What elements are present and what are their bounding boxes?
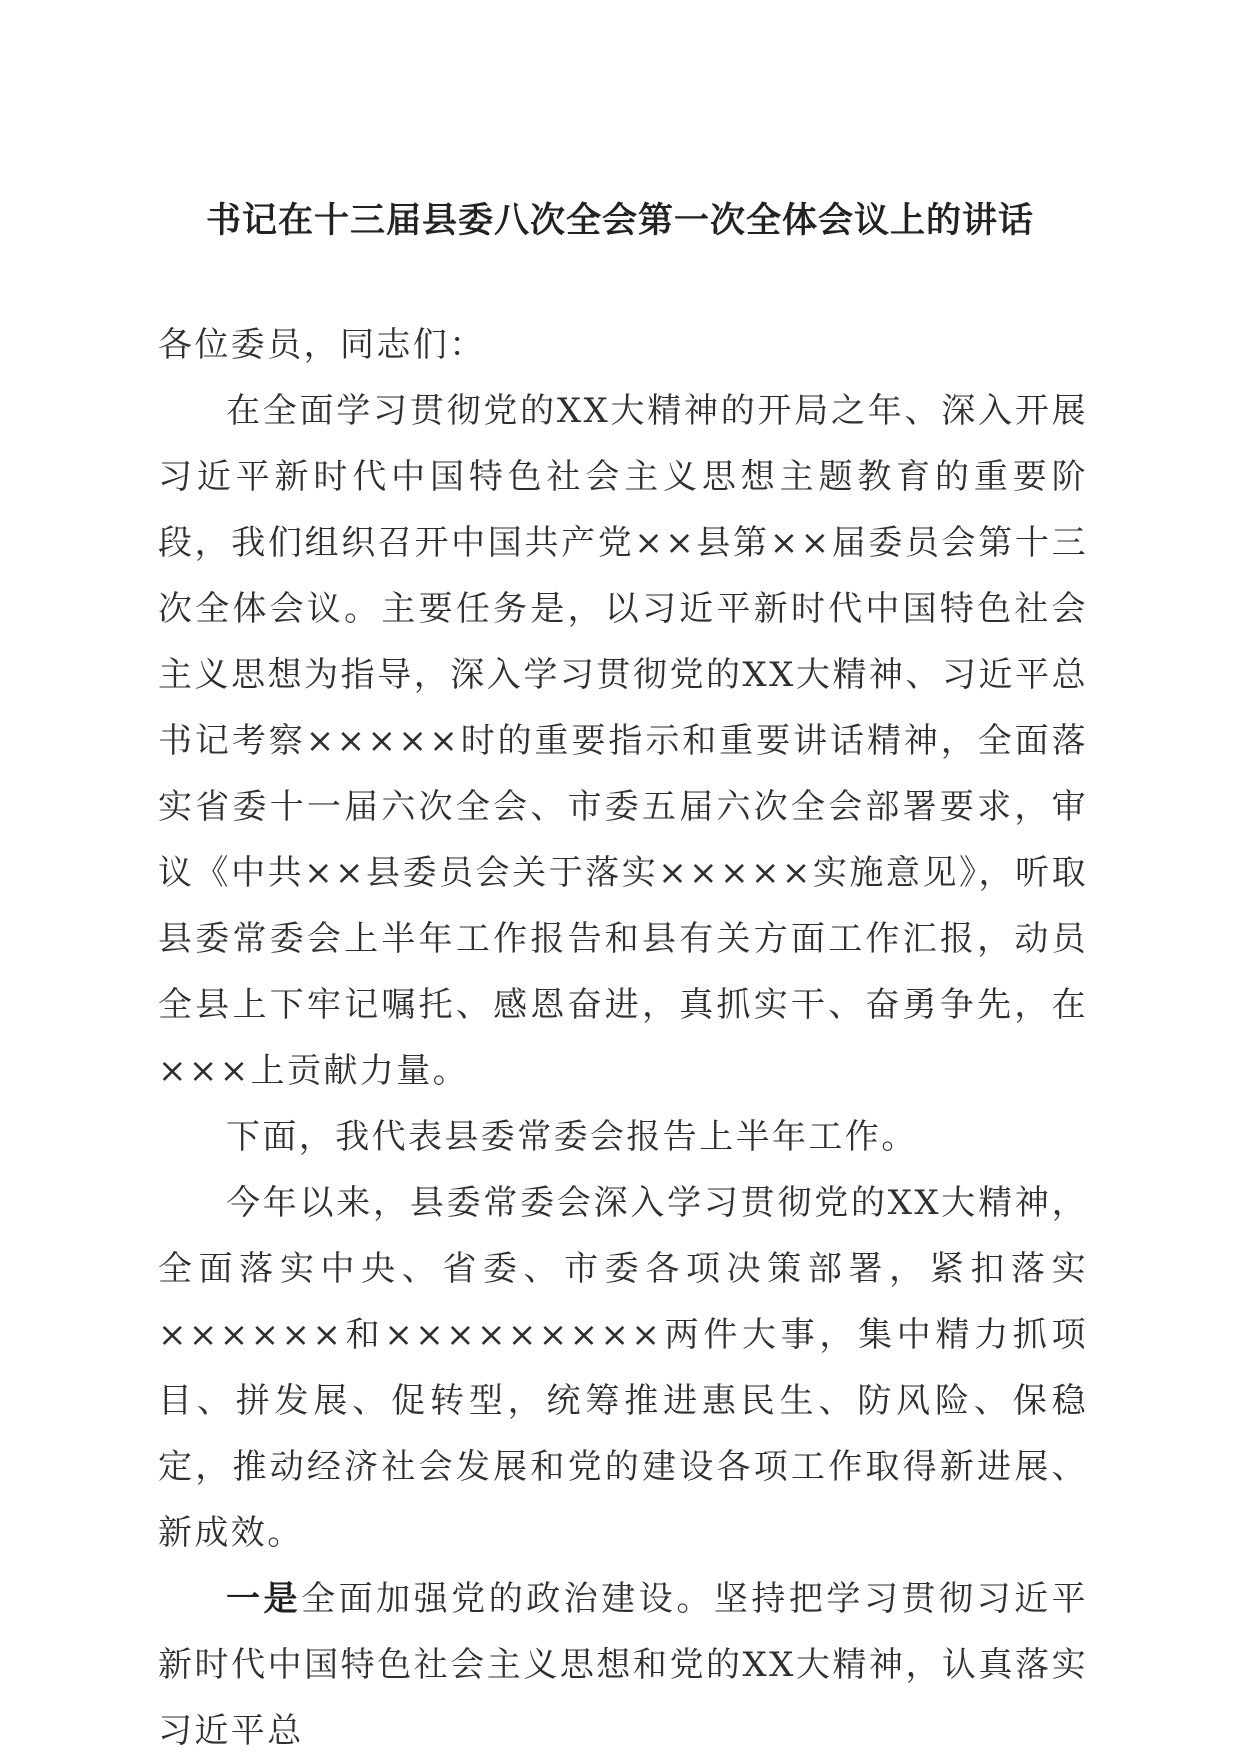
- section-one-lead: 一是: [226, 1579, 302, 1619]
- salutation: 各位委员，同志们：: [158, 325, 486, 365]
- document-title: 书记在十三届县委八次全会第一次全体会议上的讲话: [205, 201, 1034, 241]
- document-body: [158, 312, 1088, 1764]
- section-one-text: 全面加强党的政治建设。坚持把学习贯彻习近平新时代中国特色社会主义思想和党的XX大精神，认真落实习近平总: [158, 1579, 1088, 1751]
- paragraph-summary: 今年以来，县委常委会深入学习贯彻党的XX大精神，全面落实中央、省委、市委各项决策部署，紧扣落实××××××和×××××××××两件大事，集中精力抓项目、拼发展、促转型，统筹推进惠民生、防风险、保稳定，推动经济社会发展和党的建设各项工作取得新进展、新成效。: [158, 1183, 1088, 1553]
- paragraph-section-one: [158, 1566, 1088, 1764]
- paragraph-opening: 在全面学习贯彻党的XX大精神的开局之年、深入开展习近平新时代中国特色社会主义思想主题教育的重要阶段，我们组织召开中国共产党××县第××届委员会第十三次全体会议。主要任务是，以习近平新时代中国特色社会主义思想为指导，深入学习贯彻党的XX大精神、习近平总书记考察×××××时的重要指示和重要讲话精神，全面落实省委十一届六次全会、市委五届六次全会部署要求，审议《中共××县委员会关于落实×××××实施意见》，听取县委常委会上半年工作报告和县有关方面工作汇报，动员全县上下牢记嘱托、感恩奋进，真抓实干、奋勇争先，在×××上贡献力量。: [158, 391, 1088, 1091]
- paragraph-report-intro: 下面，我代表县委常委会报告上半年工作。: [226, 1117, 918, 1157]
